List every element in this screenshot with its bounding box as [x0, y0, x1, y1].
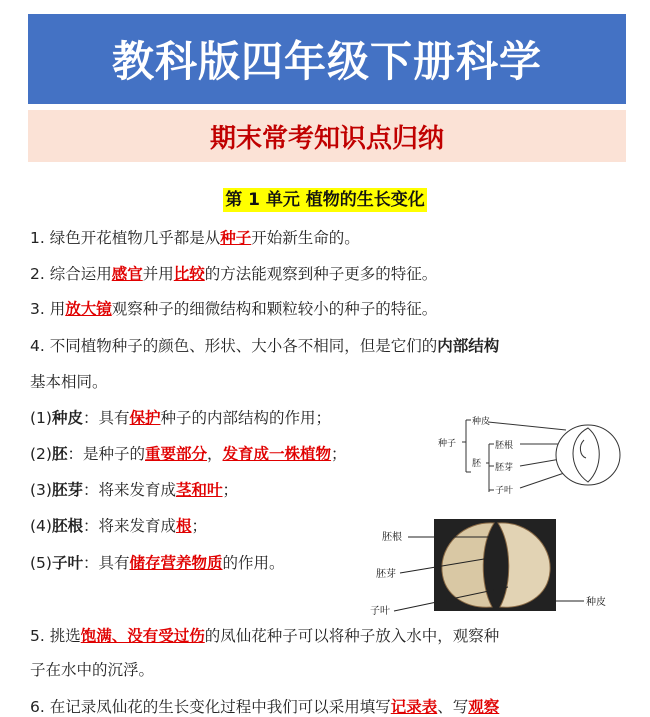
keyword: 记录表 [390, 698, 438, 716]
text: ：是种子的 [67, 445, 145, 463]
num: (5) [30, 554, 52, 572]
keyword: 放大镜 [65, 300, 112, 318]
text: 观察种子的细微结构和颗粒较小的种子的特征。 [111, 300, 438, 318]
text: 子在水中的沉浮。 [30, 661, 155, 679]
text: 并用 [142, 265, 174, 283]
item-4-cont [30, 372, 108, 392]
keyword: 重要部分 [145, 445, 208, 463]
keyword: 储存营养物质 [129, 554, 223, 572]
item-1 [30, 228, 360, 248]
photo-label-radicle: 胚根 [382, 532, 402, 543]
photo-label-seed-coat: 种皮 [586, 597, 606, 608]
text: 、写 [437, 698, 469, 716]
label-seed-coat: 种皮 [472, 417, 491, 427]
sub-item-2 [30, 444, 347, 464]
label-plumule: 胚芽 [495, 463, 514, 473]
text: ：具有 [82, 554, 130, 572]
text: 6. 在记录凤仙花的生长变化过程中我们可以采用填写 [30, 698, 391, 716]
term: 胚芽 [51, 481, 83, 499]
seed-photo-diagram [368, 515, 618, 620]
page-title: 教科版四年级下册科学 [111, 37, 542, 86]
num: (1) [30, 409, 52, 427]
item-6 [30, 697, 499, 717]
text: 的方法能观察到种子更多的特征。 [204, 265, 438, 283]
label-seed: 种子 [438, 439, 457, 449]
term: 种皮 [51, 409, 83, 427]
sub-item-4 [30, 516, 207, 536]
text: 开始新生命的。 [251, 229, 360, 247]
text: 种子的内部结构的作用； [160, 409, 332, 427]
text: 基本相同。 [30, 373, 108, 391]
keyword: 保护 [129, 409, 161, 427]
seed-structure-diagram [438, 408, 623, 496]
item-5-cont [30, 660, 154, 680]
term: 胚 [51, 445, 68, 463]
item-2 [30, 264, 437, 284]
num: (4) [30, 517, 52, 535]
sub-item-3 [30, 480, 238, 500]
keyword: 观察 [468, 698, 500, 716]
unit-title: 第 1 单元 植物的生长变化 [225, 190, 425, 210]
term: 胚根 [51, 517, 83, 535]
sub-item-1 [30, 408, 331, 428]
title-banner [28, 14, 626, 104]
text: 的凤仙花种子可以将种子放入水中，观察种 [204, 627, 500, 645]
label-radicle: 胚根 [495, 441, 514, 451]
num: (3) [30, 481, 52, 499]
sub-item-5 [30, 553, 285, 573]
text: ； [191, 517, 208, 535]
photo-label-cotyledon: 子叶 [370, 606, 390, 617]
item-4 [30, 336, 499, 356]
keyword: 饱满、没有受过伤 [80, 627, 205, 645]
term: 子叶 [51, 554, 83, 572]
item-5 [30, 626, 499, 646]
keyword: 茎和叶 [176, 481, 223, 499]
bold-term: 内部结构 [437, 337, 500, 355]
photo-label-plumule: 胚芽 [376, 569, 396, 580]
page-subtitle: 期末常考知识点归纳 [209, 123, 444, 154]
text: ， [207, 445, 223, 463]
text: 的作用。 [222, 554, 285, 572]
text: ； [331, 445, 347, 463]
text: ：将来发育成 [82, 517, 176, 535]
text: ：具有 [82, 409, 130, 427]
keyword: 发育成一株植物 [222, 445, 332, 463]
text: 5. 挑选 [30, 627, 81, 645]
item-3 [30, 299, 437, 319]
num: (2) [30, 445, 52, 463]
text: 3. 用 [30, 300, 66, 318]
label-cotyledon: 子叶 [495, 486, 514, 496]
subtitle-banner [28, 110, 626, 162]
text: 1. 绿色开花植物几乎都是从 [30, 229, 221, 247]
text: ； [222, 481, 239, 499]
text: 4. 不同植物种子的颜色、形状、大小各不相同，但是它们的 [30, 337, 438, 355]
unit-heading [0, 185, 650, 210]
text: ：将来发育成 [82, 481, 176, 499]
label-embryo: 胚 [472, 459, 482, 469]
keyword: 种子 [220, 229, 252, 247]
text: 2. 综合运用 [30, 265, 112, 283]
keyword: 根 [176, 517, 192, 535]
keyword: 感官 [111, 265, 143, 283]
keyword: 比较 [173, 265, 205, 283]
